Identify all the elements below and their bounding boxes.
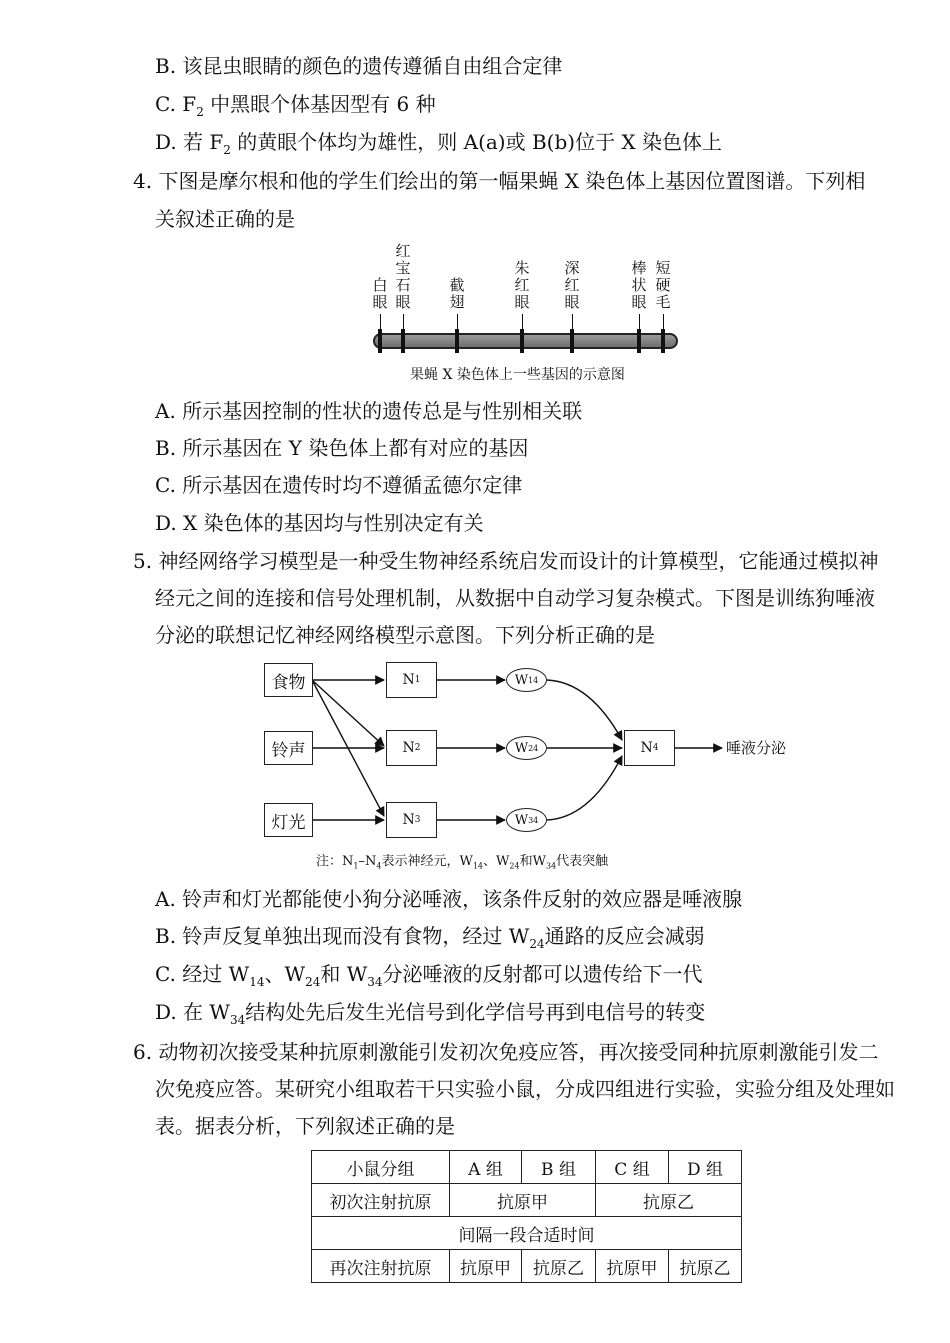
table-row: [312, 1184, 742, 1217]
q5-option-b: B. 铃声反复单独出现而没有食物，经过 $W_{24}$通路的反应会减弱: [155, 924, 705, 951]
table-cell: 抗原甲: [450, 1250, 522, 1283]
table-cell: 抗原甲: [450, 1184, 596, 1217]
q6-stem-line2: 次免疫应答。某研究小组取若干只实验小鼠，分成四组进行实验，实验分组及处理如: [155, 1077, 895, 1101]
neuron-n4: N 4: [624, 730, 675, 766]
table-row: [312, 1217, 742, 1250]
diagram-note: 注：$N_1-N_4$表示神经元，$W_{14}$、$W_{24}$和$W_{34}$代表突触: [316, 854, 609, 871]
q4-stem-line2: 关叙述正确的是: [155, 207, 295, 231]
arrow-w34-n4: [547, 756, 622, 820]
q4-option-d: D. X 染色体的基因均与性别决定有关: [155, 511, 484, 535]
table-cell: 抗原乙: [522, 1250, 596, 1283]
experiment-table: [311, 1150, 742, 1283]
gene-label-short-bristle: 短硬毛: [655, 259, 671, 311]
table-header-cell: A 组: [450, 1151, 522, 1184]
table-header-cell: D 组: [669, 1151, 742, 1184]
q6-stem-line1: 6. 动物初次接受某种抗原刺激能引发初次免疫应答，再次接受同种抗原刺激能引发二: [133, 1040, 879, 1064]
table-cell: 抗原乙: [669, 1250, 742, 1283]
arrow-food-n2: [312, 680, 384, 746]
q3-option-d: D. 若 $F_2$ 的黄眼个体均为雄性，则 A(a)或 B(b)位于 X 染色体上: [155, 130, 723, 157]
q5-option-d: D. 在 $W_{34}$结构处先后发生光信号到化学信号再到电信号的转变: [155, 1000, 706, 1027]
neuron-n3: N 3: [386, 802, 437, 838]
gene-label-white-eye: 白眼: [372, 276, 388, 311]
table-cell: 初次注射抗原: [312, 1184, 450, 1217]
table-cell: 抗原甲: [596, 1250, 669, 1283]
q4-option-b: B. 所示基因在 Y 染色体上都有对应的基因: [155, 436, 529, 460]
gene-label-bar-eye: 棒状眼: [631, 259, 647, 311]
synapse-w14: W 14: [506, 668, 547, 692]
q5-option-c: C. 经过 $W_{14}$、$W_{24}$和 $W_{34}$分泌唾液的反射都可以遗传给下一代: [155, 962, 703, 989]
table-cell: 抗原乙: [596, 1184, 742, 1217]
input-food-box: 食物: [264, 663, 313, 697]
synapse-w24: W 24: [506, 736, 547, 760]
table-cell: 再次注射抗原: [312, 1250, 450, 1283]
gene-label-vermilion-eye: 朱红眼: [514, 259, 530, 311]
input-light-box: 灯光: [264, 803, 313, 837]
gene-label-carmine-eye: 深红眼: [564, 259, 580, 311]
synapse-w34: W 34: [506, 808, 547, 832]
q4-option-c: C. 所示基因在遗传时均不遵循孟德尔定律: [155, 473, 523, 497]
gene-label-ruby-eye: 红宝石眼: [395, 242, 411, 311]
gene-label-cut-wing: 截翅: [449, 276, 465, 311]
table-header-cell: B 组: [522, 1151, 596, 1184]
chromosome-caption: 果蝇 X 染色体上一些基因的示意图: [410, 367, 625, 383]
q3-option-c: C. $F_2$ 中黑眼个体基因型有 6 种: [155, 92, 436, 119]
q4-option-a: A. 所示基因控制的性状的遗传总是与性别相关联: [155, 399, 583, 423]
q4-stem-line1: 4. 下图是摩尔根和他的学生们绘出的第一幅果蝇 X 染色体上基因位置图谱。下列相: [133, 169, 866, 193]
q6-stem-line3: 表。据表分析，下列叙述正确的是: [155, 1114, 455, 1138]
q3-option-b: B. 该昆虫眼睛的颜色的遗传遵循自由组合定律: [155, 54, 563, 78]
output-salivation: 唾液分泌: [726, 739, 787, 757]
table-header-cell: C 组: [596, 1151, 669, 1184]
q5-option-a: A. 铃声和灯光都能使小狗分泌唾液，该条件反射的效应器是唾液腺: [155, 887, 743, 911]
q5-stem-line3: 分泌的联想记忆神经网络模型示意图。下列分析正确的是: [155, 623, 655, 647]
table-row: [312, 1250, 742, 1283]
table-row: [312, 1151, 742, 1184]
q5-stem-line1: 5. 神经网络学习模型是一种受生物神经系统启发而设计的计算模型，它能通过模拟神: [133, 549, 879, 573]
table-header-cell: 小鼠分组: [312, 1151, 450, 1184]
input-bell-box: 铃声: [264, 731, 313, 765]
table-cell: 间隔一段合适时间: [312, 1217, 742, 1250]
neuron-n2: N 2: [386, 730, 437, 766]
q5-stem-line2: 经元之间的连接和信号处理机制，从数据中自动学习复杂模式。下图是训练狗唾液: [155, 586, 875, 610]
arrow-w14-n4: [547, 680, 622, 740]
neuron-n1: N 1: [386, 662, 437, 698]
